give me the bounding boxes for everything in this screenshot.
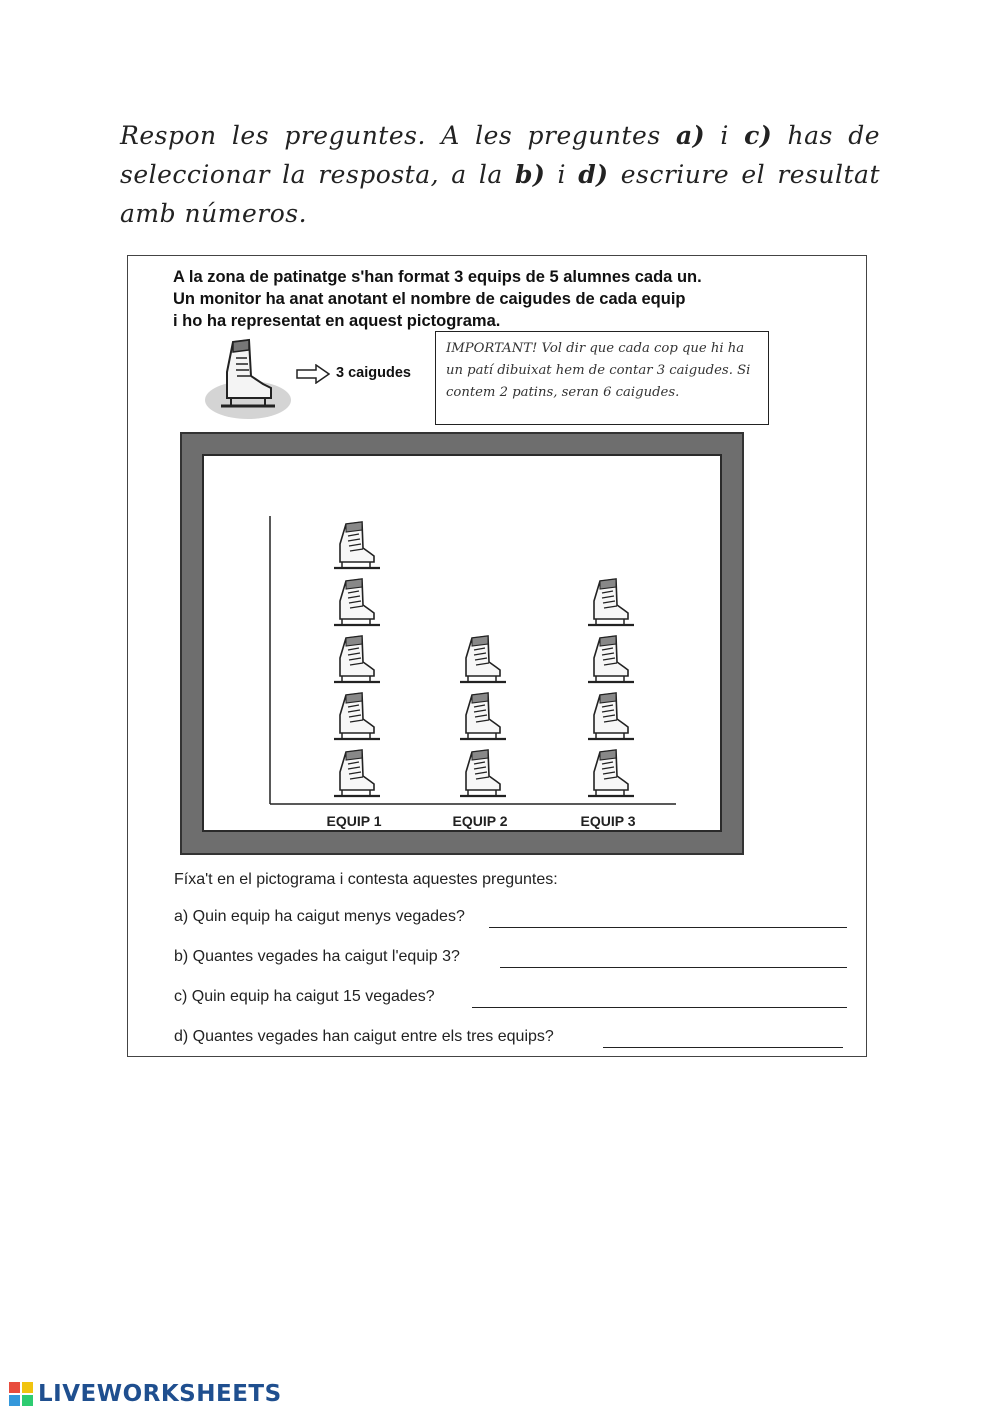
category-label-equip-2: EQUIP 2 (452, 813, 508, 829)
answer-c-field[interactable] (472, 1006, 847, 1008)
intro-line-3: i ho ha representat en aquest pictograma. (173, 312, 501, 330)
skate-symbol-equip-2 (460, 693, 506, 739)
liveworksheets-logo-icon (8, 1381, 34, 1407)
intro-text (173, 266, 773, 332)
footer-brand-text: LIVEWORKSHEETS (38, 1381, 282, 1407)
important-note: IMPORTANT! Vol dir que cada cop que hi ha un patí dibuixat hem de contar 3 caigudes. Si contem 2 patins, seran 6 caigudes. (435, 331, 769, 425)
skate-symbol-equip-1 (334, 693, 380, 739)
question-c: c) Quin equip ha caigut 15 vegades? (174, 988, 435, 1005)
pictogram-area (202, 454, 722, 832)
skate-symbol-equip-2 (460, 636, 506, 682)
instructions-bold-d: d) (578, 160, 609, 189)
legend-skate-icon (203, 336, 293, 421)
skate-symbol-equip-1 (334, 579, 380, 625)
skate-symbol-equip-3 (588, 693, 634, 739)
question-a: a) Quin equip ha caigut menys vegades? (174, 908, 465, 925)
instructions-text-3: has de seleccionar la resposta, a la (120, 121, 881, 189)
answer-d-field[interactable] (603, 1046, 843, 1048)
answer-b-field[interactable] (500, 966, 847, 968)
instructions-text-1: Respon les preguntes. A les preguntes (120, 121, 676, 150)
answer-a-field[interactable] (489, 926, 847, 928)
category-label-equip-3: EQUIP 3 (580, 813, 636, 829)
pictogram-chart (204, 456, 720, 830)
instructions-text-5: escriure el resultat amb números. (120, 160, 880, 228)
instructions-text-4: i (545, 160, 579, 189)
intro-line-2: Un monitor ha anat anotant el nombre de caigudes de cada equip (173, 290, 686, 308)
category-label-equip-1: EQUIP 1 (326, 813, 382, 829)
footer-brand (8, 1381, 282, 1407)
skate-symbol-equip-2 (460, 750, 506, 796)
skate-symbol-equip-3 (588, 579, 634, 625)
skate-symbol-equip-1 (334, 636, 380, 682)
questions-heading: Fíxa't en el pictograma i contesta aquestes preguntes: (174, 871, 558, 888)
skate-symbol-equip-1 (334, 750, 380, 796)
skate-symbol-equip-1 (334, 522, 380, 568)
legend-label: 3 caigudes (336, 365, 411, 381)
instructions-bold-a: a) (676, 121, 706, 150)
skate-symbol-equip-3 (588, 636, 634, 682)
intro-line-1: A la zona de patinatge s'han format 3 equips de 5 alumnes cada un. (173, 268, 702, 286)
worksheet-panel (127, 255, 867, 1057)
question-d: d) Quantes vegades han caigut entre els tres equips? (174, 1028, 554, 1045)
instructions-text-2: i (705, 121, 745, 150)
instructions (120, 116, 880, 233)
instructions-bold-b: b) (514, 160, 546, 189)
skate-symbol-equip-3 (588, 750, 634, 796)
question-b: b) Quantes vegades ha caigut l'equip 3? (174, 948, 460, 965)
pictogram-frame (180, 432, 744, 855)
instructions-bold-c: c) (744, 121, 773, 150)
arrow-right-icon (296, 364, 330, 384)
